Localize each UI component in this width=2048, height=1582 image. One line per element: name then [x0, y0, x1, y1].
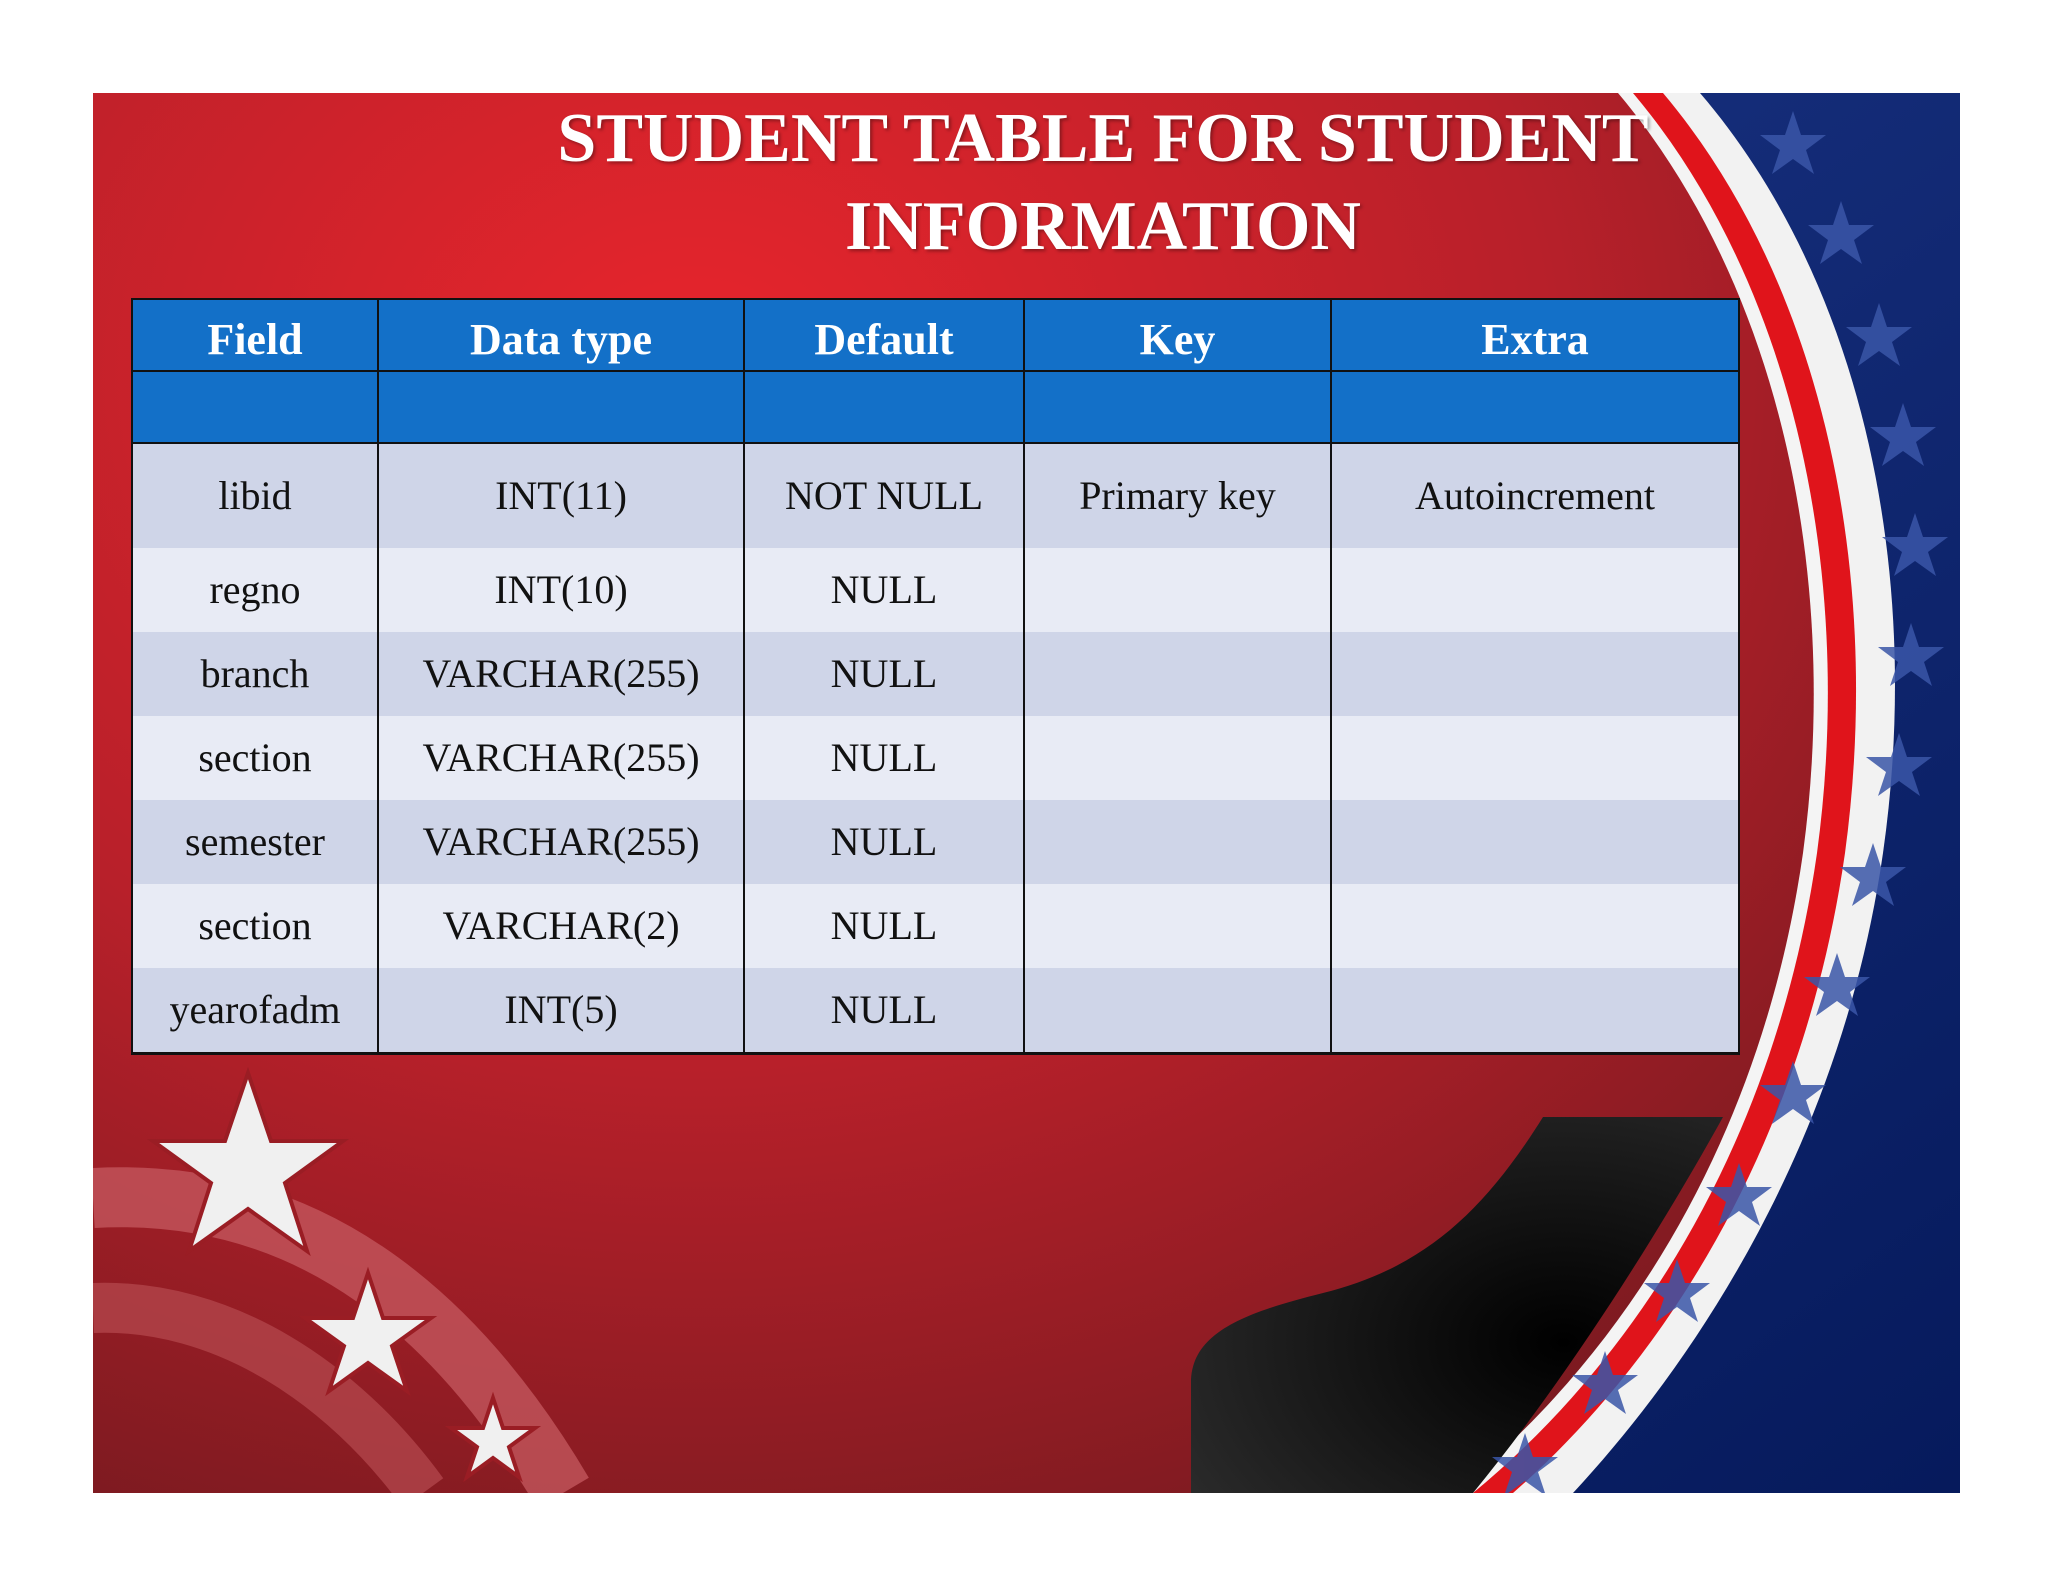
- table-row: [132, 968, 1739, 1054]
- cell-data-type: INT(5): [378, 968, 744, 1054]
- cell-extra: [1331, 632, 1739, 716]
- cell-field: section: [132, 716, 378, 800]
- cell-extra: [1331, 884, 1739, 968]
- spacer-cell: [744, 371, 1024, 443]
- cell-default: NULL: [744, 884, 1024, 968]
- cell-field: yearofadm: [132, 968, 378, 1054]
- header-field: Field: [132, 299, 378, 371]
- cell-default: NULL: [744, 632, 1024, 716]
- table-row: [132, 716, 1739, 800]
- cell-key: [1024, 968, 1331, 1054]
- cell-default: NULL: [744, 548, 1024, 632]
- table-row: [132, 548, 1739, 632]
- cell-default: NOT NULL: [744, 443, 1024, 548]
- table-header-spacer-row: [132, 371, 1739, 443]
- cell-extra: [1331, 968, 1739, 1054]
- cell-data-type: VARCHAR(255): [378, 800, 744, 884]
- cell-default: NULL: [744, 968, 1024, 1054]
- header-default: Default: [744, 299, 1024, 371]
- header-key: Key: [1024, 299, 1331, 371]
- cell-data-type: VARCHAR(255): [378, 716, 744, 800]
- spacer-cell: [1331, 371, 1739, 443]
- table-row: [132, 632, 1739, 716]
- cell-extra: [1331, 800, 1739, 884]
- cell-key: [1024, 632, 1331, 716]
- header-extra: Extra: [1331, 299, 1739, 371]
- cell-field: regno: [132, 548, 378, 632]
- table-header-row: [132, 299, 1739, 371]
- cell-key: [1024, 884, 1331, 968]
- table-row: [132, 884, 1739, 968]
- cell-data-type: VARCHAR(2): [378, 884, 744, 968]
- cell-key: Primary key: [1024, 443, 1331, 548]
- cell-field: section: [132, 884, 378, 968]
- student-table: [131, 298, 1740, 1055]
- table-row: [132, 443, 1739, 548]
- spacer-cell: [132, 371, 378, 443]
- cell-key: [1024, 800, 1331, 884]
- cell-data-type: INT(10): [378, 548, 744, 632]
- cell-extra: [1331, 548, 1739, 632]
- cell-data-type: VARCHAR(255): [378, 632, 744, 716]
- header-data-type: Data type: [378, 299, 744, 371]
- cell-key: [1024, 716, 1331, 800]
- cell-field: semester: [132, 800, 378, 884]
- cell-key: [1024, 548, 1331, 632]
- slide-title-line-1: STUDENT TABLE FOR STUDENT: [557, 100, 1649, 177]
- slide-title: [253, 95, 1953, 271]
- spacer-cell: [1024, 371, 1331, 443]
- cell-data-type: INT(11): [378, 443, 744, 548]
- cell-field: libid: [132, 443, 378, 548]
- cell-extra: [1331, 716, 1739, 800]
- cell-default: NULL: [744, 800, 1024, 884]
- slide-title-line-2: INFORMATION: [845, 188, 1361, 265]
- cell-default: NULL: [744, 716, 1024, 800]
- cell-field: branch: [132, 632, 378, 716]
- spacer-cell: [378, 371, 744, 443]
- cell-extra: Autoincrement: [1331, 443, 1739, 548]
- table-row: [132, 800, 1739, 884]
- slide: [93, 93, 1960, 1493]
